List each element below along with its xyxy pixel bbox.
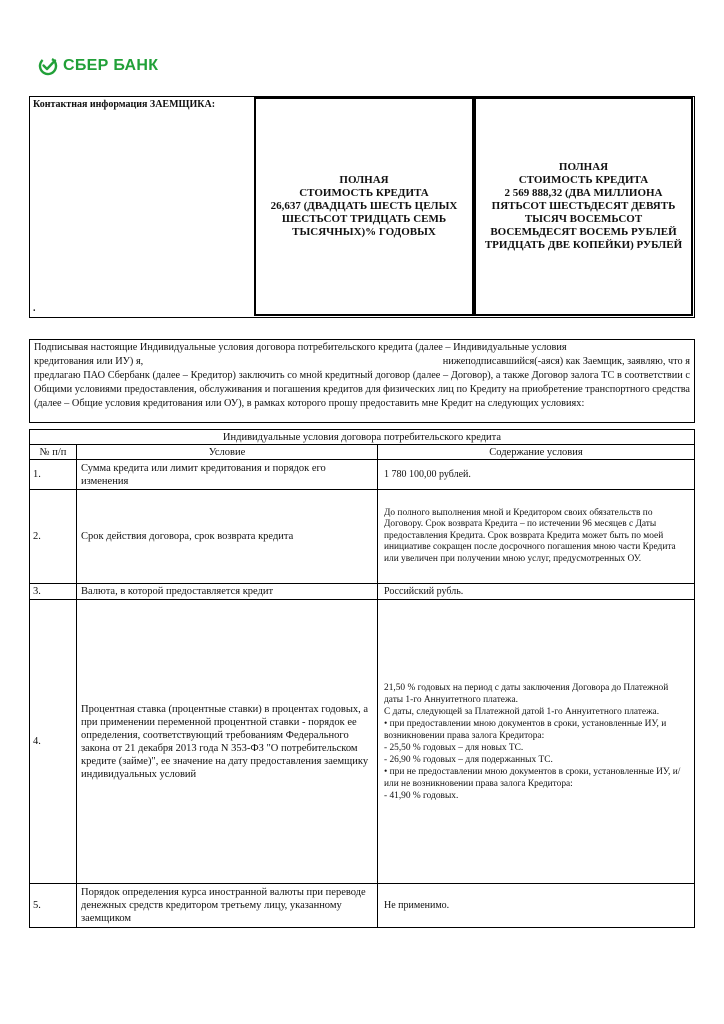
cost-amount-heading1: ПОЛНАЯ: [558, 161, 609, 173]
cost-amount-value: 2 569 888,32 (ДВА МИЛЛИОНА ПЯТЬСОТ ШЕСТЬДЕСЯТ ДЕВЯТЬ ТЫСЯЧ ВОСЕМЬСОТ ВОСЕМЬДЕСЯТ ВОСЕМЬ РУБЛЕЙ ТРИДЦАТЬ ДВЕ КОПЕЙКИ) РУБЛЕЙ: [484, 187, 683, 251]
header-content: Содержание условия: [378, 445, 695, 460]
row-condition: Порядок определения курса иностранной валюты при переводе денежных средств кредитором третьему лицу, указанному заемщиком: [77, 884, 378, 928]
contact-mark: .: [33, 303, 36, 314]
row-content: Не применимо.: [378, 884, 695, 928]
table-row: [30, 884, 695, 928]
header-box: [29, 96, 695, 318]
full-cost-percent-box: [254, 97, 474, 316]
row-num: 4.: [30, 600, 77, 884]
rate-line: • при предоставлении мною документов в сроки, установленные ИУ, и возникновении права залога Кредитора:: [384, 718, 667, 741]
intro-line1: Подписывая настоящие Индивидуальные условия договора потребительского кредита (далее – Индивидуальные условия: [34, 342, 567, 353]
rate-line: 21,50 % годовых на период с даты заключения Договора до Платежной даты 1-го Аннуитетного платежа.: [384, 682, 669, 705]
cost-percent-heading1: ПОЛНАЯ: [339, 174, 389, 186]
intro-rest: предлагаю ПАО Сбербанк (далее – Кредитор) заключить со мной кредитный договор (далее – Договор), а также Договор залога ТС в соответствии с Общими условиями предоставления, обслуживания и погашения кредитов для физических лиц по Кредиту на приобретение транспортного средства (далее – Общие условия кредитования или ОУ), в рамках которого прошу предоставить мне Кредит на следующих условиях:: [34, 370, 690, 409]
header-num: № п/п: [30, 445, 77, 460]
row-num: 1.: [30, 460, 77, 490]
table-row: [30, 460, 695, 490]
contact-label: Контактная информация ЗАЕМЩИКА:: [33, 99, 216, 110]
rate-line: - 25,50 % годовых – для новых ТС.: [384, 742, 524, 753]
row-content: До полного выполнения мной и Кредитором своих обязательств по Договору. Срок возврата Кредита – по истечении 96 месяцев с Даты предоставления Кредита. Срок возврата Кредита может быть по моей инициативе сокращен после досрочного погашения мною части Кредита или увеличен при получении мною услуг, предусмотренных ОУ.: [378, 490, 695, 584]
row-num: 5.: [30, 884, 77, 928]
individual-terms-table: [29, 429, 695, 928]
sber-logo-icon: [38, 56, 58, 76]
table-row: [30, 490, 695, 584]
intro-line2-right: нижеподписавшийся(-аяся) как Заемщик, заявляю, что я: [442, 356, 690, 367]
row-num: 3.: [30, 584, 77, 600]
cost-percent-heading2: СТОИМОСТЬ КРЕДИТА: [299, 187, 429, 199]
table-row: [30, 600, 695, 884]
row-num: 2.: [30, 490, 77, 584]
row-content: Российский рубль.: [378, 584, 695, 600]
cost-percent-value: 26,637 (ДВАДЦАТЬ ШЕСТЬ ЦЕЛЫХ ШЕСТЬСОТ ТРИДЦАТЬ СЕМЬ ТЫСЯЧНЫХ)% ГОДОВЫХ: [270, 200, 458, 238]
row-condition: Валюта, в которой предоставляется кредит: [77, 584, 378, 600]
row-content: 1 780 100,00 рублей.: [378, 460, 695, 490]
rate-line: - 26,90 % годовых – для подержанных ТС.: [384, 754, 553, 765]
table-caption: Индивидуальные условия договора потребительского кредита: [30, 430, 695, 445]
rate-line: • при не предоставлении мною документов в сроки, установленные ИУ, и/или не возникновении права залога Кредитора:: [384, 766, 681, 789]
rate-line: - 41,90 % годовых.: [384, 790, 459, 801]
row-condition: Срок действия договора, срок возврата кредита: [77, 490, 378, 584]
row-condition: Сумма кредита или лимит кредитования и порядок его изменения: [77, 460, 378, 490]
rate-line: С даты, следующей за Платежной датой 1-го Аннуитетного платежа.: [384, 706, 660, 717]
intro-paragraph: [29, 339, 695, 423]
full-cost-amount-box: [474, 97, 693, 316]
intro-line2-left: кредитования или ИУ) я,: [34, 356, 144, 367]
row-condition: Процентная ставка (процентные ставки) в процентах годовых, а при применении переменной процентной ставки - порядок ее определения, соответствующий требованиям Федерального закона от 21 декабря 2013 года N 353-ФЗ "О потребительском кредите (займе)", ее значение на дату предоставления заемщику индивидуальных условий: [77, 600, 378, 884]
header-condition: Условие: [77, 445, 378, 460]
row-content: [378, 600, 695, 884]
borrower-contact-cell: [30, 97, 254, 316]
table-row: [30, 584, 695, 600]
logo-text: СБЕР БАНК: [63, 57, 159, 74]
sber-logo: [38, 56, 158, 76]
cost-amount-heading2: СТОИМОСТЬ КРЕДИТА: [518, 174, 649, 186]
